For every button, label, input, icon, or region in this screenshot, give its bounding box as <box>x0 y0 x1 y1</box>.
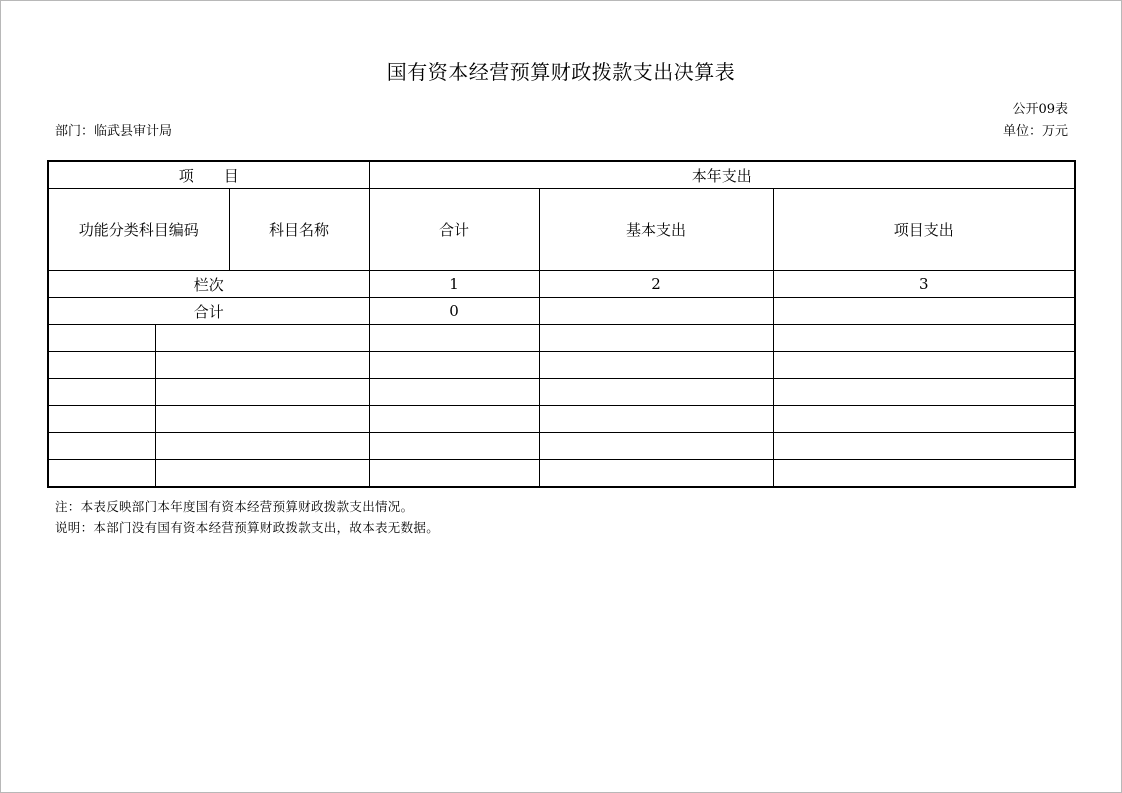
table-row <box>48 460 1075 488</box>
header-current-year: 本年支出 <box>369 161 1075 189</box>
cell-total <box>369 433 539 460</box>
cell-total <box>369 406 539 433</box>
table-row <box>48 379 1075 406</box>
cell-code <box>48 325 155 352</box>
cell-project <box>773 460 1075 488</box>
header-code: 功能分类科目编码 <box>48 189 229 271</box>
cell-name <box>155 433 369 460</box>
header-row-2 <box>48 189 1075 271</box>
cell-name <box>155 460 369 488</box>
unit-label: 单位：万元 <box>1002 124 1068 139</box>
cell-basic <box>539 352 773 379</box>
cell-name <box>155 379 369 406</box>
header-name: 科目名称 <box>229 189 369 271</box>
form-number: 公开09表 <box>1012 102 1068 117</box>
header-project: 项目支出 <box>773 189 1075 271</box>
expenditure-table <box>47 160 1076 488</box>
cell-project <box>773 406 1075 433</box>
cell-total <box>369 379 539 406</box>
total-basic <box>539 298 773 325</box>
cell-basic <box>539 379 773 406</box>
cell-name <box>155 325 369 352</box>
table-row <box>48 433 1075 460</box>
department-label: 部门：临武县审计局 <box>55 124 173 139</box>
total-project <box>773 298 1075 325</box>
page-title: 国有资本经营预算财政拨款支出决算表 <box>386 60 736 84</box>
cell-basic <box>539 406 773 433</box>
index-row <box>48 271 1075 298</box>
cell-total <box>369 325 539 352</box>
index-1: 1 <box>369 271 539 298</box>
cell-code <box>48 460 155 488</box>
cell-name <box>155 406 369 433</box>
total-label: 合计 <box>48 298 369 325</box>
cell-code <box>48 433 155 460</box>
cell-code <box>48 406 155 433</box>
header-basic: 基本支出 <box>539 189 773 271</box>
index-label: 栏次 <box>48 271 369 298</box>
table-note: 注：本表反映部门本年度国有资本经营预算财政拨款支出情况。 <box>55 499 414 514</box>
cell-project <box>773 325 1075 352</box>
table-row <box>48 406 1075 433</box>
cell-code <box>48 352 155 379</box>
cell-total <box>369 460 539 488</box>
total-row <box>48 298 1075 325</box>
cell-code <box>48 379 155 406</box>
header-item: 项 目 <box>48 161 369 189</box>
cell-basic <box>539 433 773 460</box>
index-3: 3 <box>773 271 1075 298</box>
cell-project <box>773 352 1075 379</box>
cell-project <box>773 379 1075 406</box>
cell-total <box>369 352 539 379</box>
cell-name <box>155 352 369 379</box>
cell-basic <box>539 460 773 488</box>
table-explanation: 说明：本部门没有国有资本经营预算财政拨款支出，故本表无数据。 <box>55 520 440 535</box>
table-row <box>48 352 1075 379</box>
header-row-1 <box>48 161 1075 189</box>
header-total: 合计 <box>369 189 539 271</box>
cell-project <box>773 433 1075 460</box>
cell-basic <box>539 325 773 352</box>
total-value: 0 <box>369 298 539 325</box>
index-2: 2 <box>539 271 773 298</box>
table-row <box>48 325 1075 352</box>
